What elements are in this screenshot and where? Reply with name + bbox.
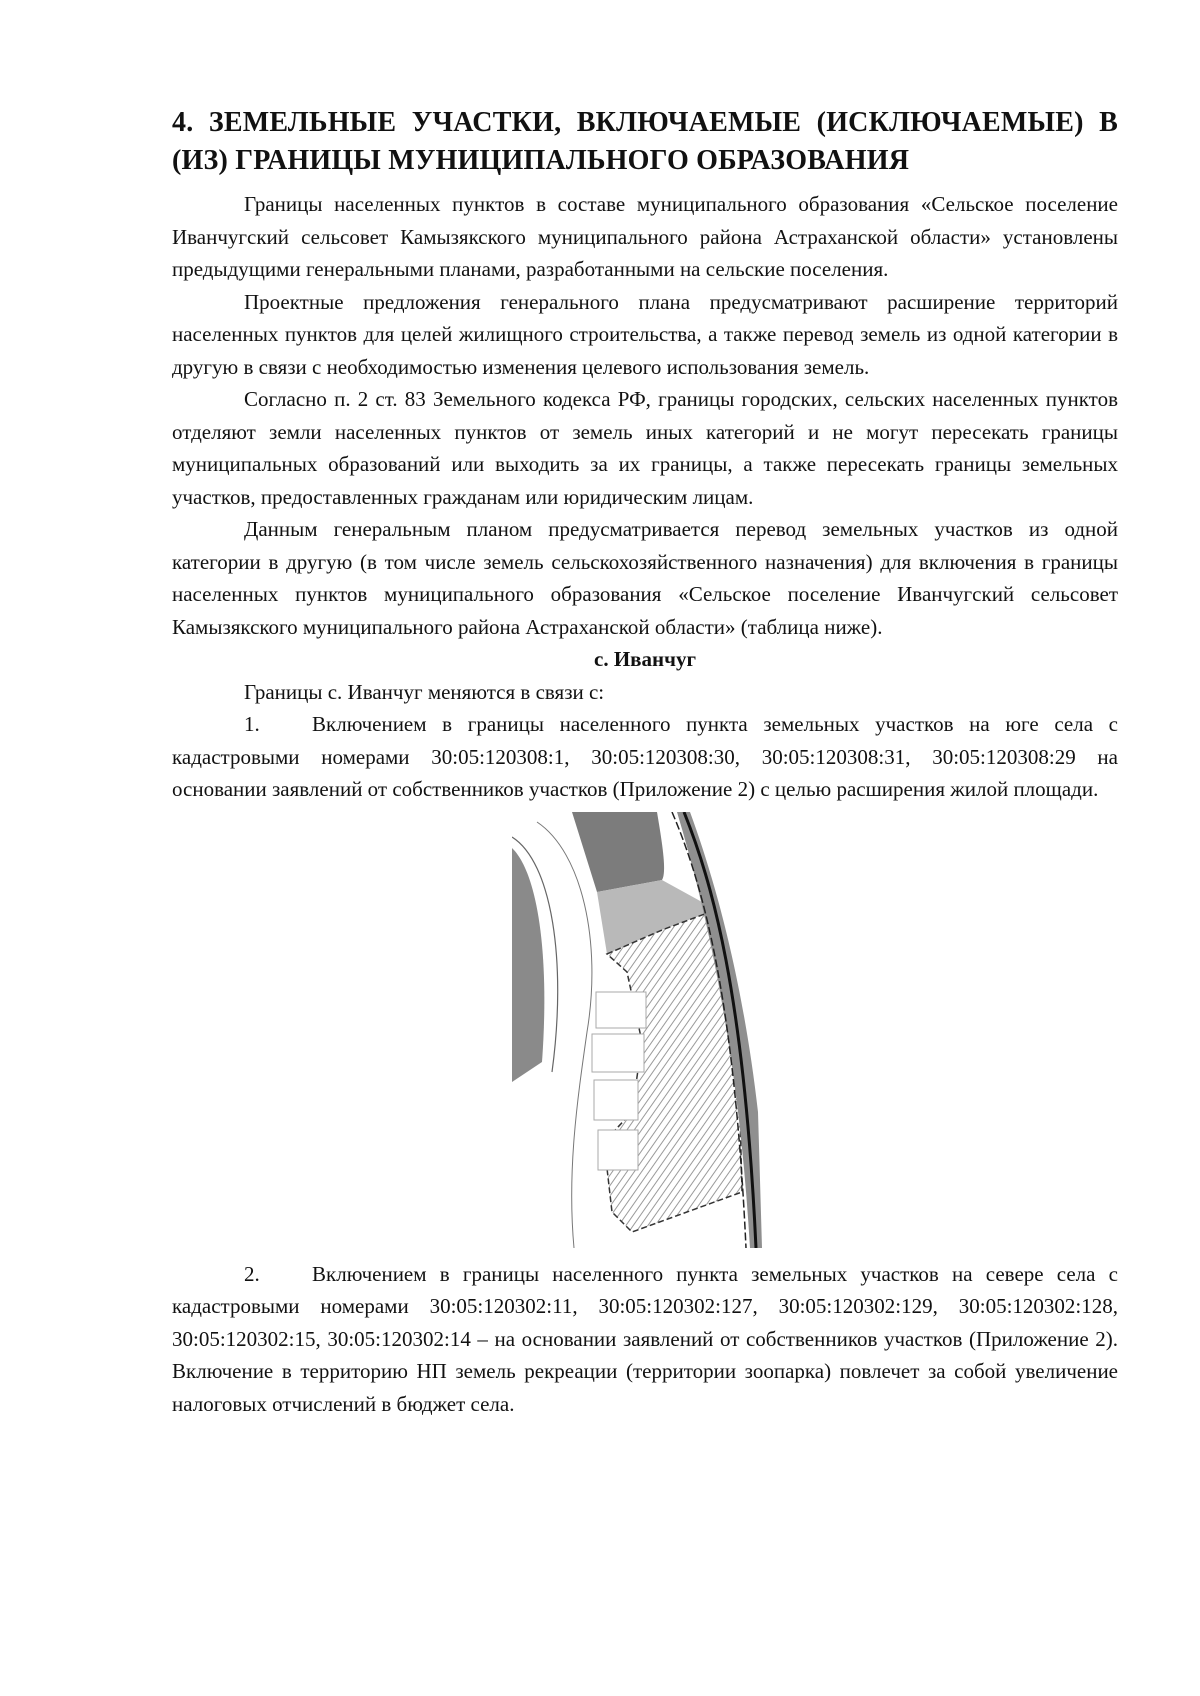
dark-parcel (572, 812, 664, 892)
list-item-number: 2. (244, 1261, 260, 1286)
list-item-number: 1. (244, 712, 260, 736)
section-heading: 4. ЗЕМЕЛЬНЫЕ УЧАСТКИ, ВКЛЮЧАЕМЫЕ (ИСКЛЮЧАЕМЫЕ) В (ИЗ) ГРАНИЦЫ МУНИЦИПАЛЬНОГО ОБРАЗОВАНИЯ (172, 107, 1118, 176)
list-item-text: Включением в границы населенного пункта земельных участков на севере села с кадастровыми номерами 30:05:120302:11, 30:05:120302:127, 30:05:120302:129, 30:05:120302:128, 30:05:120302:15, 30:05:120302:14 – на основании заявлений от собственников участков (Приложение 2). Включение в территорию НП земель рекреации (территории зоопарка) повлечет за собой увеличение налоговых отчислений в бюджет села. (172, 1261, 1118, 1416)
paragraph-4: Данным генеральным планом предусматривается перевод земельных участков из одной категории в другую (в том числе земель сельскохозяйственного назначения) для включения в границы населенных пунктов муниципального образования «Сельское поселение Иванчугский сельсовет Камызякского муниципального района Астраханской области» (таблица ниже). (172, 517, 1118, 639)
house-plot (596, 992, 646, 1028)
road-outline (537, 822, 592, 1248)
house-plot (594, 1080, 638, 1120)
paragraph-2: Проектные предложения генерального плана предусматривают расширение территорий населенных пунктов для целей жилищного строительства, а также перевод земель из одной категории в другую в связи с необходимостью изменения целевого использования земель. (172, 289, 1118, 379)
house-plot (598, 1130, 638, 1170)
cadastral-map (0, 812, 1200, 1248)
list-item-text: Включением в границы населенного пункта земельных участков на юге села с кадастровыми номерами 30:05:120308:1, 30:05:120308:30, 30:05:120308:31, 30:05:120308:29 на основании заявлений от собственников участков (Приложение 2) с целью расширения жилой площади. (172, 712, 1118, 801)
cadastral-map-figure (512, 812, 762, 1248)
list-item-1 (172, 708, 1118, 806)
water-body-shape (512, 848, 544, 1082)
list-item-2 (172, 1258, 1118, 1421)
document-page (172, 104, 1118, 1420)
settlement-subheading: с. Иванчуг (594, 647, 696, 671)
house-plot (592, 1034, 644, 1072)
list-intro: Границы с. Иванчуг меняются в связи с: (244, 679, 605, 704)
paragraph-3: Согласно п. 2 ст. 83 Земельного кодекса РФ, границы городских, сельских населенных пунктов отделяют земли населенных пунктов от земель иных категорий и не могут пересекать границы муниципальных образований или выходить за их границы, а также пересекать границы земельных участков, предоставленных гражданам или юридическим лицам. (172, 387, 1118, 509)
paragraph-1: Границы населенных пунктов в составе муниципального образования «Сельское поселение Иванчугский сельсовет Камызякского муниципального района Астраханской области» установлены предыдущими генеральными планами, разработанными на сельские поселения. (172, 192, 1118, 281)
